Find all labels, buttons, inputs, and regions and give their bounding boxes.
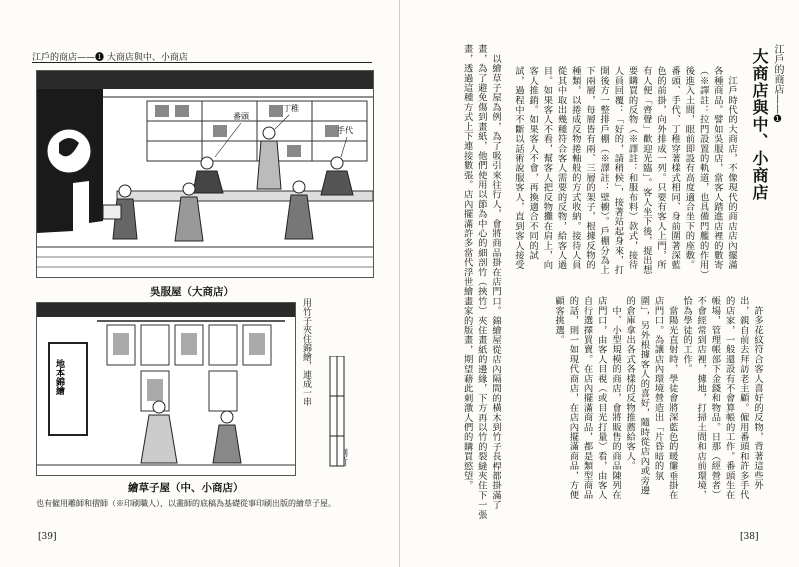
header-rule: [32, 62, 372, 63]
shop-sign-text: 地本錦繪: [54, 359, 64, 395]
body-text-block-c: [440, 44, 502, 522]
page-number-right: [38]: [740, 532, 759, 542]
kimono-shop-drawing: [37, 71, 373, 277]
paragraph-visits: 許多花紋符合客人喜好的反物，背著這些外出，親自前去拜訪老主顧。僱用番頭和許多手代的店家，一般還設有不會算帳的工作。番頭生在帳場，管理帳部下金錢和物品。日那（經營者）不會經常到店裡，據地，打掃土間和店前環境，恰為學徒的工作。: [680, 296, 763, 500]
paragraph-small-shops: 中、小型規模的商店，會將販售的商品陳列在店門口，由客人目視（或目光打量）看，由客人自行選擇買賣。在店內擺滿商品，都是類型商品的話，則一如現代商店，在店內擺滿商品，方便顧客挑選。: [553, 296, 621, 500]
label-tedai: 手代: [337, 126, 353, 135]
running-header-left: 江戶的商店——❶ 大商店與中、小商店: [32, 53, 188, 63]
body-text-block-a: [510, 66, 738, 278]
caption-kimono-shop: 吳服屋（大商店）: [150, 286, 234, 298]
ezoshi-shop-illustration: [36, 302, 296, 476]
paragraph-noren: 當陽光直射時，學徒會將深藍色的暖簾垂掛在店門口。為讓店內環境營造出「片昏暗的氛圍」，另外根據客人的喜好，隨時從店內或旁邊的倉庫拿出各式各樣的反物推薦給客人。: [624, 296, 678, 500]
label-banto: 番頭: [233, 112, 249, 121]
page-title: 大商店與中、小商店: [750, 48, 769, 201]
label-detchi: 丁稚: [283, 104, 299, 113]
body-text-block-b: [510, 296, 764, 502]
running-header-right: 江戶的商店——❶: [772, 44, 783, 125]
bamboo-clip-detail: [310, 356, 370, 476]
footnote: 也有僱用雕師和摺師（※印刷職人），以畫師的底稿為基礎從事印刷出版的繪草子屋。: [36, 499, 336, 508]
caption-ezoshi-shop: 繪草子屋（中、小商店）: [128, 482, 244, 494]
page-number-left: [39]: [38, 532, 57, 542]
ezoshi-shop-drawing: [37, 303, 295, 475]
right-page: [400, 0, 799, 567]
paragraph-ezoshi: 以繪草子屋為例，為了吸引來往行人，會將商品掛在店門口。錦繪屋從店內隔間的橫木到竹子長桿都掛滿了畫，為了避免傷到畫紙，他們使用以節為中心的細剖竹（挾竹）夾住畫紙的邊緣，下方再以竹的裂縫夾住下一張畫，透過這種方式上下連接數張。店內擺滿許多當代浮世繪畫家的版畫，期望藉此刺激人們的購買慾望。: [461, 44, 501, 520]
paragraph-kimono-shop: 江戶時代的大商店，不像現代的商店店內擺滿各種商品。譬如吳服店，當客人踏進店裡的數寄（※譯註：拉門設置的軌道，也具備門艦的作用）後進入土間，眼前即設有高度適合坐下的座敷。番頭、手代、丁稚穿著樣式相同、身前圍著深藍色的前掛，向外排成一列。只要有客人上門，所有人便「齊聲」歡迎光臨」。客人坐下後，提出想要購買的反物（※譯註：和服布料）款式，接待人員回覆：「好的，請稍候」，接著站起身來，打開後方一整排戶棚（※譯註：壁櫥）。戶棚分為上下兩層，每層皆有兩、三層的架子，根據反物的種類，以捲成反物捲軸般的方式收納。接待人員從其中取出幾種符合客人需要的反物，給客人過目。如果客人不看，幫客人把反物攤在肩上，向客人推銷。如果客人不會，再換適合不同的試試，過程中不斷以話術說服客人，直到客人接受: [512, 66, 737, 275]
kimono-shop-illustration: [36, 70, 374, 278]
note-bamboo-clip: 用竹子夾住錦繪，連成一串: [301, 298, 311, 406]
